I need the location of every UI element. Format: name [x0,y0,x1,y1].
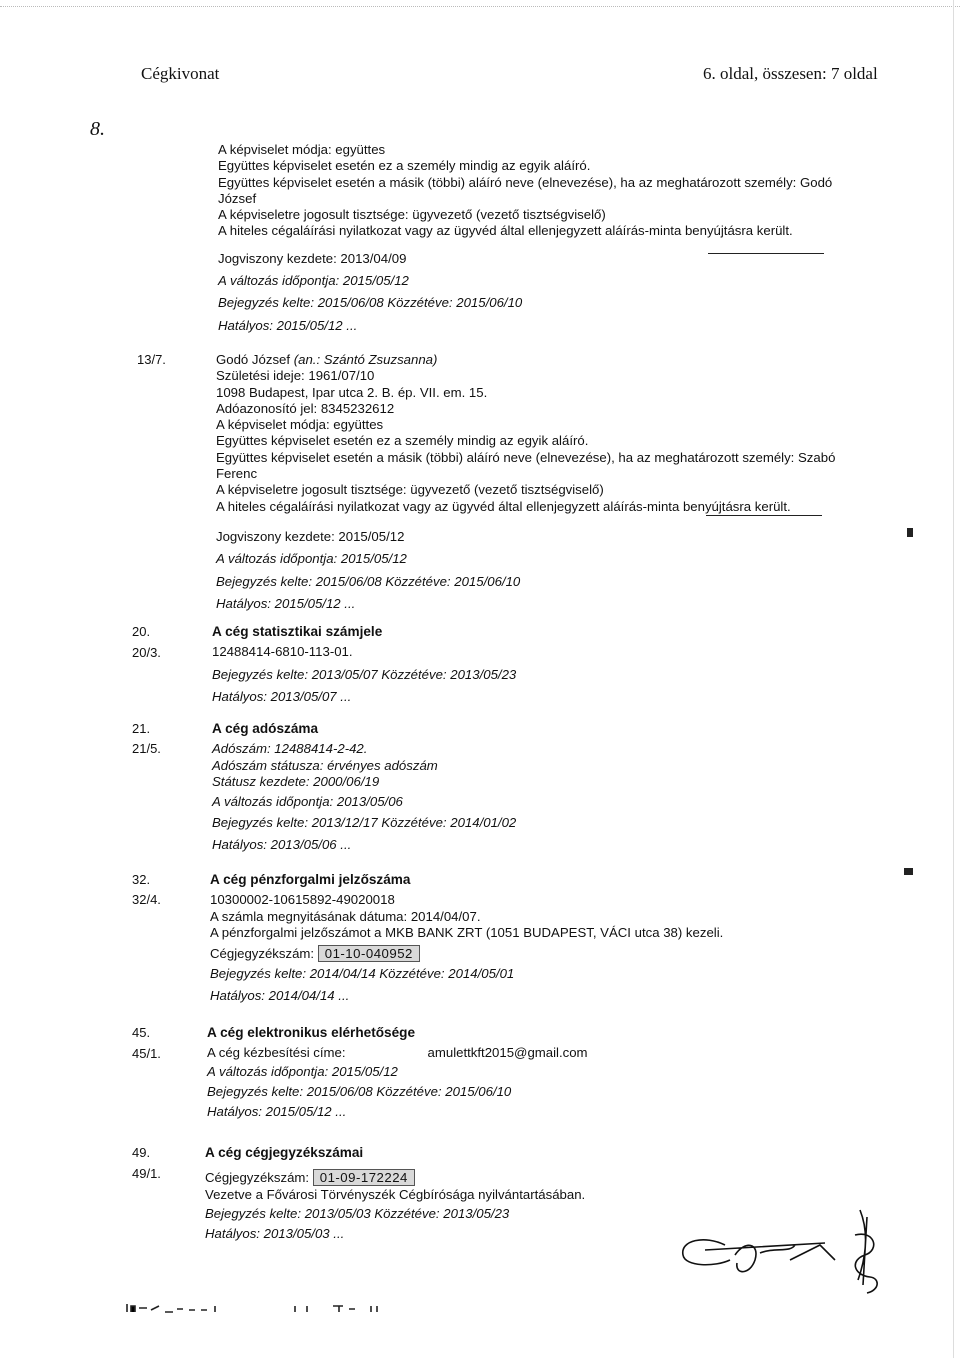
registration-date: Bejegyzés kelte: 2015/06/08 Közzétéve: 2015/06/10 [218,295,523,311]
text-line: József [218,190,257,206]
section-title: A cég statisztikai számjele [212,624,383,639]
field-label: Cégjegyzékszám: [210,946,315,962]
entry-number: 13/7. [137,352,166,367]
scan-speck [907,528,913,537]
registration-date: Bejegyzés kelte: 2013/05/07 Közzétéve: 2013/05/23 [212,666,517,682]
section-number: 45. [132,1025,151,1040]
underline-mark [706,515,822,516]
effective-date: Hatályos: 2013/05/07 ... [212,688,352,704]
text-line: Ferenc [216,466,258,482]
effective-date: Hatályos: 2014/04/14 ... [210,987,350,1003]
effective-date: Hatályos: 2013/05/03 ... [205,1226,345,1242]
section-number: 21. [132,721,151,736]
change-date: A változás időpontja: 2015/05/12 [207,1063,398,1079]
section-title: A cég cégjegyzékszámai [205,1145,364,1160]
text-line: Együttes képviselet esetén a másik (többi) aláíró neve (elnevezése), ha az meghatározott személy: Godó [218,174,833,190]
cut-off-footer-text [125,1300,395,1314]
tax-number: Adószám: 12488414-2-42. [212,741,368,757]
account-manager-bank: A pénzforgalmi jelzőszámot a MKB BANK ZRT (1051 BUDAPEST, VÁCI utca 38) kezeli. [210,924,724,940]
person-name: Godó József [216,352,291,367]
underline-mark [708,253,824,254]
section-title: A cég elektronikus elérhetősége [207,1025,416,1040]
change-date: A változás időpontja: 2013/05/06 [212,794,403,810]
text-line: A képviseletre jogosult tisztsége: ügyvezető (vezető tisztségviselő) [218,207,606,223]
text-line: Születési ideje: 1961/07/10 [216,368,375,384]
text-line: A képviselet módja: együttes [216,417,384,433]
tax-status: Adószám státusza: érvényes adószám [212,757,438,773]
section-company-register-numbers [205,1145,585,1242]
status-start: Státusz kezdete: 2000/06/19 [212,773,380,789]
text-line: A képviseletre jogosult tisztsége: ügyvezető (vezető tisztségviselő) [216,482,604,498]
field-label: A cég kézbesítési címe: [207,1045,346,1061]
registration-date: Bejegyzés kelte: 2015/06/08 Közzétéve: 2015/06/10 [207,1083,512,1099]
company-register-number-line [205,1169,585,1186]
section-bank-account [210,872,723,1004]
text-line: 1098 Budapest, Ipar utca 2. B. ép. VII. em. 15. [216,384,488,400]
scan-speck [904,868,913,875]
text-line: A hiteles cégaláírási nyilatkozat vagy az ügyvéd által ellenjegyzett aláírás-minta benyújtásra került. [216,498,791,514]
text-line: A hiteles cégaláírási nyilatkozat vagy az ügyvéd által ellenjegyzett aláírás-minta benyújtásra került. [218,223,793,239]
email-address: amulettkft2015@gmail.com [427,1045,588,1061]
section-title: A cég adószáma [212,721,319,736]
representation-mode: A képviselet módja: együttes [218,142,386,157]
account-opening-date: A számla megnyitásának dátuma: 2014/04/07. [210,908,481,924]
text-line: Adóazonosító jel: 8345232612 [216,400,395,416]
registration-date: Bejegyzés kelte: 2015/06/08 Közzétéve: 2015/06/10 [216,573,521,589]
subsection-number: 32/4. [132,892,161,907]
field-label: Cégjegyzékszám: [205,1170,310,1186]
top-edge-line [0,6,960,7]
handwritten-mark: 8. [90,118,105,140]
delivery-address-line [207,1045,588,1061]
page-indicator: 6. oldal, összesen: 7 oldal [703,64,878,83]
effective-date: Hatályos: 2015/05/12 ... [207,1104,347,1120]
effective-date: Hatályos: 2015/05/12 ... [216,595,356,611]
registration-date: Bejegyzés kelte: 2013/12/17 Közzétéve: 2014/01/02 [212,815,517,831]
subsection-number: 45/1. [132,1046,161,1061]
company-register-number-stamp: 01-10-040952 [318,945,420,962]
change-date: A változás időpontja: 2015/05/12 [216,551,407,567]
representation-block [218,142,832,334]
person-name-line [216,352,835,368]
registration-date: Bejegyzés kelte: 2013/05/03 Közzétéve: 2013/05/23 [205,1205,510,1221]
subsection-number: 21/5. [132,741,161,756]
company-register-number-line [210,945,723,962]
subsection-number: 49/1. [132,1166,161,1181]
effective-date: Hatályos: 2015/05/12 ... [218,317,358,333]
mother-name: (an.: Szántó Zsuzsanna) [293,352,438,367]
relationship-start: Jogviszony kezdete: 2013/04/09 [218,250,407,266]
company-register-number-stamp: 01-09-172224 [313,1169,415,1186]
text-line: Együttes képviselet esetén a másik (többi) aláíró neve (elnevezése), ha az meghatározott személy: Szabó [216,449,836,465]
subsection-number: 20/3. [132,645,161,660]
person-entry [216,352,835,612]
registration-date: Bejegyzés kelte: 2014/04/14 Közzétéve: 2014/05/01 [210,966,515,982]
document-title: Cégkivonat [141,64,220,83]
section-number: 20. [132,624,151,639]
text-line: Együttes képviselet esetén ez a személy mindig az egyik aláíró. [218,158,591,174]
relationship-start: Jogviszony kezdete: 2015/05/12 [216,528,405,544]
change-date: A változás időpontja: 2015/05/12 [218,273,409,289]
handwritten-signature [675,1205,890,1300]
right-edge-shadow [953,0,960,1358]
section-title: A cég pénzforgalmi jelzőszáma [210,872,411,887]
court-registry-note: Vezetve a Fővárosi Törvényszék Cégbírósága nyilvántartásában. [205,1186,586,1202]
section-number: 49. [132,1145,151,1160]
section-number: 32. [132,872,151,887]
text-line: Együttes képviselet esetén ez a személy mindig az egyik aláíró. [216,433,589,449]
effective-date: Hatályos: 2013/05/06 ... [212,836,352,852]
section-electronic-contact [207,1025,588,1120]
statistical-number: 12488414-6810-113-01. [212,644,353,660]
section-statistical-number [212,624,516,705]
section-tax-number [212,721,516,853]
account-number: 10300002-10615892-49020018 [210,892,395,908]
